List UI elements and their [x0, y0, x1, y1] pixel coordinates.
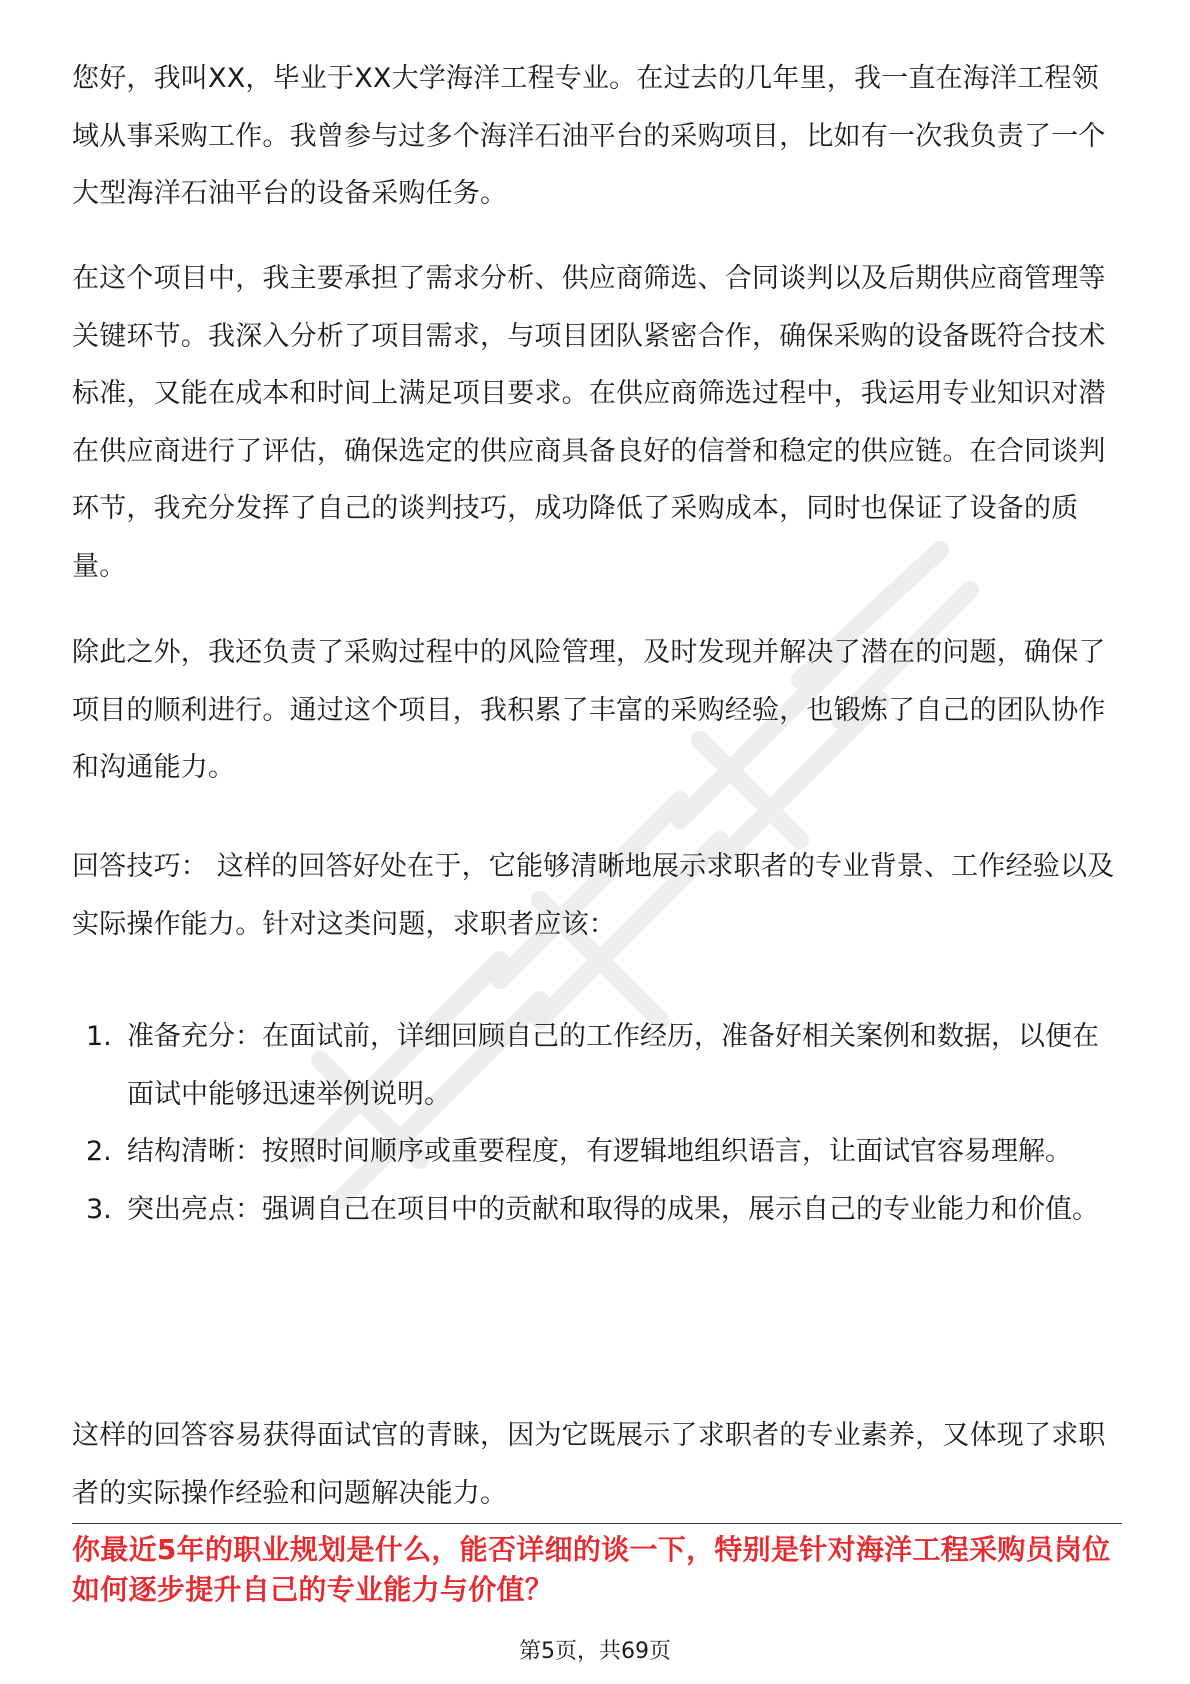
- list-item-number: 2.: [86, 1136, 112, 1167]
- intro-paragraph: 您好，我叫XX，毕业于XX大学海洋工程专业。在过去的几年里，我一直在海洋工程领域从事采购工作。我曾参与过多个海洋石油平台的采购项目，比如有一次我负责了一个大型海洋石油平台的设备采购任务。: [72, 63, 1106, 209]
- page-number: 第5页，共69页: [519, 1639, 671, 1664]
- list-item: [72, 1008, 1122, 1123]
- list-item-text: 突出亮点：强调自己在项目中的贡献和取得的成果，展示自己的专业能力和价值。: [127, 1193, 1099, 1225]
- list-item-text: 准备充分：在面试前，详细回顾自己的工作经历，准备好相关案例和数据，以便在面试中能够迅速举例说明。: [127, 1021, 1099, 1110]
- risk-paragraph: 除此之外，我还负责了采购过程中的风险管理，及时发现并解决了潜在的问题，确保了项目的顺利进行。通过这个项目，我积累了丰富的采购经验，也锻炼了自己的团队协作和沟通能力。: [72, 637, 1106, 783]
- next-question-heading: 你最近5年的职业规划是什么，能否详细的谈一下，特别是针对海洋工程采购员岗位如何逐步提升自己的专业能力与价值？: [72, 1533, 1111, 1606]
- tips-list: [72, 1008, 1122, 1238]
- conclusion-paragraph: 这样的回答容易获得面试官的青睐，因为它既展示了求职者的专业素养，又体现了求职者的实际操作经验和问题解决能力。: [72, 1420, 1106, 1509]
- list-item-number: 3.: [86, 1193, 112, 1225]
- section-divider: [72, 1523, 1122, 1524]
- project-paragraph: 在这个项目中，我主要承担了需求分析、供应商筛选、合同谈判以及后期供应商管理等关键环节。我深入分析了项目需求，与项目团队紧密合作，确保采购的设备既符合技术标准，又能在成本和时间上满足项目要求。在供应商筛选过程中，我运用专业知识对潜在供应商进行了评估，确保选定的供应商具备良好的信誉和稳定的供应链。在合同谈判环节，我充分发挥了自己的谈判技巧，成功降低了采购成本，同时也保证了设备的质量。: [72, 263, 1106, 582]
- list-item: [72, 1181, 1122, 1239]
- list-item-number: 1.: [86, 1021, 112, 1052]
- list-item: [72, 1123, 1122, 1181]
- tips-intro-paragraph: 回答技巧： 这样的回答好处在于，它能够清晰地展示求职者的专业背景、工作经验以及实际操作能力。针对这类问题，求职者应该：: [72, 851, 1115, 940]
- list-item-text: 结构清晰：按照时间顺序或重要程度，有逻辑地组织语言，让面试官容易理解。: [127, 1136, 1072, 1167]
